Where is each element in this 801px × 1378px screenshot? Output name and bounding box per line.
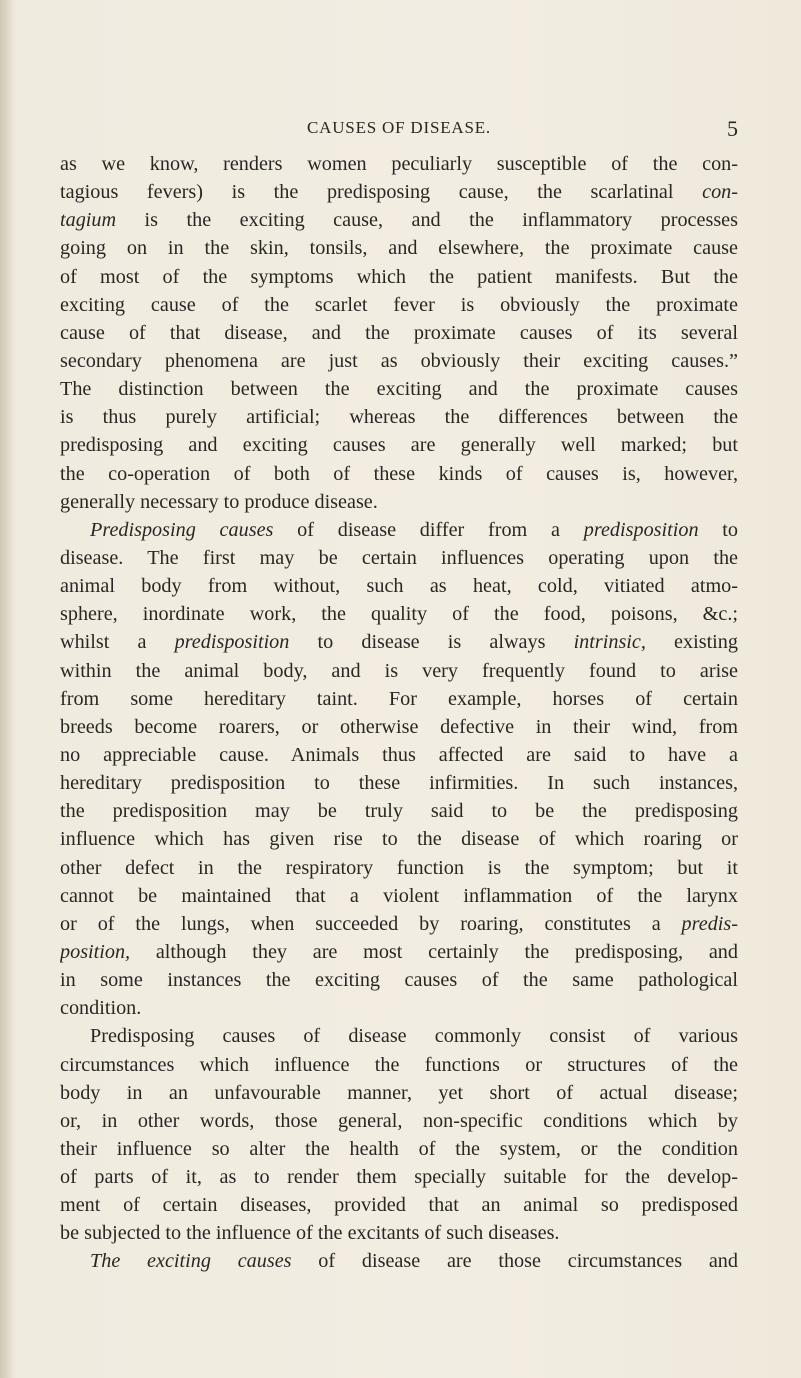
- text-line: from some hereditary taint. For example, horses of certain: [60, 687, 738, 710]
- text-line: secondary phenomena are just as obviously their exciting causes.”: [60, 349, 738, 372]
- text-line: sphere, inordinate work, the quality of the food, poisons, &c.;: [60, 603, 738, 626]
- body-text: [60, 150, 738, 1276]
- text-line: other defect in the respiratory function is the symptom; but it: [60, 856, 738, 879]
- text-line: The exciting causes of disease are those circumstances and: [90, 1250, 738, 1273]
- text-line: of parts of it, as to render them specially suitable for the develop-: [60, 1166, 738, 1189]
- page-header: [60, 118, 738, 144]
- text-line: no appreciable cause. Animals thus affected are said to have a: [60, 743, 738, 766]
- running-head: CAUSES OF DISEASE.: [307, 118, 491, 137]
- text-line: as we know, renders women peculiarly susceptible of the con-: [60, 153, 738, 175]
- text-line: position, although they are most certainly the predisposing, and: [60, 940, 738, 963]
- text-line: the co-operation of both of these kinds of causes is, however,: [60, 462, 738, 485]
- text-line: or, in other words, those general, non-specific conditions which by: [60, 1109, 738, 1132]
- text-line: animal body from without, such as heat, cold, vitiated atmo-: [60, 575, 738, 598]
- text-line: whilst a predisposition to disease is always intrinsic, existing: [60, 631, 738, 654]
- text-line: of most of the symptoms which the patient manifests. But the: [60, 265, 738, 288]
- text-line: cannot be maintained that a violent inflammation of the larynx: [60, 884, 738, 907]
- text-line: Predisposing causes of disease differ from a predisposition to: [90, 518, 738, 541]
- text-line: influence which has given rise to the disease of which roaring or: [60, 828, 738, 851]
- text-line: generally necessary to produce disease.: [60, 490, 378, 513]
- text-line: tagium is the exciting cause, and the inflammatory processes: [60, 209, 738, 232]
- text-line: or of the lungs, when succeeded by roaring, constitutes a predis-: [60, 912, 738, 935]
- text-line: breeds become roarers, or otherwise defective in their wind, from: [60, 715, 738, 738]
- text-line: The distinction between the exciting and the proximate causes: [60, 378, 738, 401]
- text-line: body in an unfavourable manner, yet short of actual disease;: [60, 1081, 738, 1104]
- text-line: disease. The first may be certain influences operating upon the: [60, 546, 738, 569]
- page-number: 5: [727, 116, 738, 141]
- text-line: Predisposing causes of disease commonly consist of various: [90, 1025, 738, 1048]
- text-line: going on in the skin, tonsils, and elsewhere, the proximate cause: [60, 237, 738, 260]
- text-line: ment of certain diseases, provided that an animal so predisposed: [60, 1194, 738, 1217]
- text-line: tagious fevers) is the predisposing cause, the scarlatinal con-: [60, 181, 738, 204]
- text-line: in some instances the exciting causes of the same pathological: [60, 969, 738, 992]
- text-line: condition.: [60, 997, 142, 1020]
- text-line: hereditary predisposition to these infirmities. In such instances,: [60, 772, 738, 795]
- text-line: predisposing and exciting causes are generally well marked; but: [60, 434, 738, 457]
- text-line: circumstances which influence the functions or structures of the: [60, 1053, 738, 1076]
- page-gutter-shadow: [0, 0, 14, 1378]
- text-line: be subjected to the influence of the excitants of such diseases.: [60, 1222, 560, 1245]
- text-line: within the animal body, and is very frequently found to arise: [60, 659, 738, 682]
- text-line: the predisposition may be truly said to be the predisposing: [60, 800, 738, 823]
- text-line: their influence so alter the health of the system, or the condition: [60, 1137, 738, 1160]
- text-line: exciting cause of the scarlet fever is obviously the proximate: [60, 293, 738, 316]
- text-line: cause of that disease, and the proximate causes of its several: [60, 321, 738, 344]
- text-line: is thus purely artificial; whereas the differences between the: [60, 406, 738, 429]
